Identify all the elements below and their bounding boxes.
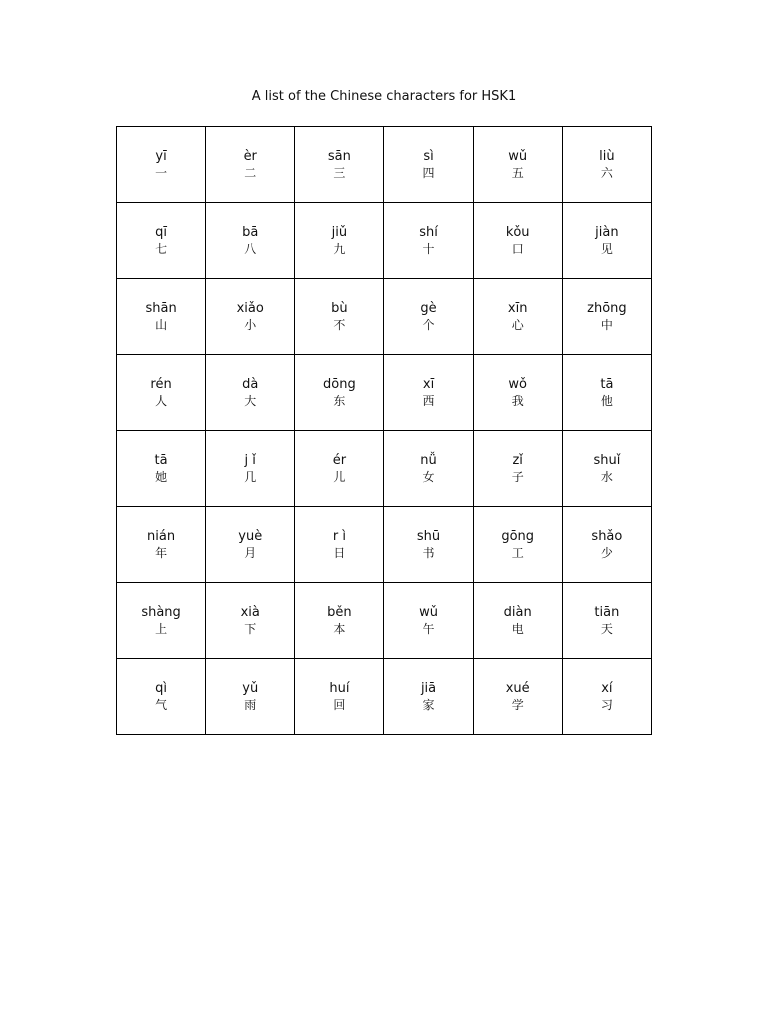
pinyin: sān: [327, 149, 351, 164]
pinyin: liù: [599, 149, 615, 164]
character-cell: [384, 127, 473, 203]
hanzi: 上: [155, 622, 168, 636]
character-cell: [562, 355, 651, 431]
pinyin: nǚ: [420, 453, 437, 468]
hanzi: 女: [422, 470, 435, 484]
hanzi: 我: [511, 394, 524, 408]
pinyin: rén: [150, 377, 172, 392]
hanzi: 五: [511, 166, 524, 180]
character-cell: [295, 431, 384, 507]
pinyin: nián: [147, 529, 176, 544]
hanzi: 东: [333, 394, 346, 408]
character-cell: [206, 583, 295, 659]
character-cell: [473, 355, 562, 431]
hanzi: 二: [244, 166, 257, 180]
hanzi: 他: [600, 394, 613, 408]
pinyin: xué: [505, 681, 530, 696]
character-cell: [384, 279, 473, 355]
pinyin: j ǐ: [244, 453, 256, 468]
table-row: [117, 431, 652, 507]
hanzi: 工: [511, 546, 524, 560]
hanzi: 一: [155, 166, 168, 180]
pinyin: shí: [419, 225, 438, 240]
character-cell: [206, 507, 295, 583]
character-cell: [117, 355, 206, 431]
hanzi: 水: [600, 470, 613, 484]
hanzi: 九: [333, 242, 346, 256]
character-cell: [295, 355, 384, 431]
hanzi: 日: [333, 546, 346, 560]
pinyin: èr: [243, 149, 257, 164]
pinyin: gè: [420, 301, 437, 316]
table-row: [117, 583, 652, 659]
character-cell: [295, 279, 384, 355]
character-cell: [117, 279, 206, 355]
pinyin: sì: [423, 149, 434, 164]
table-row: [117, 507, 652, 583]
hanzi: 西: [422, 394, 435, 408]
character-cell: [206, 279, 295, 355]
pinyin: tā: [600, 377, 614, 392]
hanzi: 气: [155, 698, 168, 712]
pinyin: ér: [332, 453, 347, 468]
hanzi: 天: [600, 622, 613, 636]
document-title: A list of the Chinese characters for HSK1: [251, 89, 517, 104]
table-row: [117, 127, 652, 203]
hanzi: 七: [155, 242, 168, 256]
character-cell: [473, 431, 562, 507]
character-cell: [295, 507, 384, 583]
hanzi: 书: [422, 546, 435, 560]
hanzi: 家: [422, 698, 435, 712]
hanzi: 十: [422, 242, 435, 256]
pinyin: xià: [240, 605, 260, 620]
character-cell: [295, 659, 384, 735]
hanzi: 个: [422, 318, 435, 332]
pinyin: gōng: [501, 529, 535, 544]
character-cell: [117, 431, 206, 507]
hanzi: 四: [422, 166, 435, 180]
pinyin: r ì: [332, 529, 346, 544]
character-cell: [384, 355, 473, 431]
hanzi: 年: [155, 546, 168, 560]
character-cell: [206, 203, 295, 279]
hanzi: 不: [333, 318, 346, 332]
pinyin: xī: [422, 377, 435, 392]
pinyin: běn: [327, 605, 352, 620]
character-cell: [117, 507, 206, 583]
hsk1-character-table: [116, 126, 652, 735]
character-cell: [117, 583, 206, 659]
character-cell: [384, 659, 473, 735]
character-cell: [473, 583, 562, 659]
hanzi: 人: [155, 394, 168, 408]
character-cell: [562, 583, 651, 659]
pinyin: wǔ: [419, 605, 438, 620]
hanzi: 午: [422, 622, 435, 636]
pinyin: qī: [155, 225, 168, 240]
character-cell: [295, 583, 384, 659]
pinyin: yuè: [238, 529, 263, 544]
character-cell: [384, 431, 473, 507]
hanzi: 见: [600, 242, 613, 256]
pinyin: huí: [329, 681, 350, 696]
pinyin: xiǎo: [236, 301, 264, 316]
pinyin: diàn: [503, 605, 532, 620]
character-cell: [473, 203, 562, 279]
hanzi: 口: [511, 242, 524, 256]
hanzi: 小: [244, 318, 257, 332]
hanzi: 电: [511, 622, 524, 636]
hanzi: 回: [333, 698, 346, 712]
pinyin: jiǔ: [331, 225, 348, 240]
character-cell: [206, 659, 295, 735]
pinyin: shān: [145, 301, 177, 316]
character-cell: [384, 203, 473, 279]
pinyin: bù: [331, 301, 348, 316]
pinyin: kǒu: [505, 225, 530, 240]
character-cell: [384, 583, 473, 659]
pinyin: shǎo: [591, 529, 623, 544]
character-cell: [117, 127, 206, 203]
pinyin: shū: [416, 529, 441, 544]
pinyin: shàng: [141, 605, 181, 620]
pinyin: bā: [242, 225, 259, 240]
pinyin: dà: [242, 377, 259, 392]
hanzi: 下: [244, 622, 257, 636]
hanzi: 雨: [244, 698, 257, 712]
pinyin: wǒ: [508, 377, 527, 392]
hanzi: 心: [511, 318, 524, 332]
pinyin: yǔ: [242, 681, 259, 696]
hanzi: 八: [244, 242, 257, 256]
character-cell: [384, 507, 473, 583]
pinyin: shuǐ: [593, 453, 621, 468]
character-cell: [206, 355, 295, 431]
character-cell: [206, 431, 295, 507]
pinyin: zǐ: [512, 453, 523, 468]
pinyin: jiàn: [595, 225, 619, 240]
character-cell: [206, 127, 295, 203]
table-row: [117, 659, 652, 735]
pinyin: zhōng: [587, 301, 627, 316]
pinyin: xīn: [507, 301, 528, 316]
character-cell: [562, 279, 651, 355]
pinyin: jiā: [420, 681, 437, 696]
character-cell: [473, 127, 562, 203]
hanzi: 中: [600, 318, 613, 332]
character-cell: [473, 279, 562, 355]
hanzi: 几: [244, 470, 257, 484]
pinyin: tā: [154, 453, 168, 468]
pinyin: dōng: [323, 377, 356, 392]
hanzi: 少: [600, 546, 613, 560]
hanzi: 山: [155, 318, 168, 332]
pinyin: yī: [155, 149, 167, 164]
table-row: [117, 355, 652, 431]
hanzi: 月: [244, 546, 257, 560]
pinyin: tiān: [594, 605, 620, 620]
hanzi: 习: [600, 698, 613, 712]
character-cell: [562, 507, 651, 583]
character-cell: [562, 127, 651, 203]
character-cell: [295, 127, 384, 203]
character-cell: [562, 203, 651, 279]
pinyin: wǔ: [508, 149, 528, 164]
character-cell: [562, 659, 651, 735]
hanzi: 儿: [333, 470, 346, 484]
hanzi: 大: [244, 394, 257, 408]
pinyin: xí: [601, 681, 613, 696]
character-cell: [473, 507, 562, 583]
character-cell: [473, 659, 562, 735]
table-row: [117, 279, 652, 355]
character-cell: [562, 431, 651, 507]
hanzi: 六: [600, 166, 613, 180]
hanzi: 三: [333, 166, 346, 180]
hanzi: 学: [511, 698, 524, 712]
character-cell: [295, 203, 384, 279]
hanzi: 子: [511, 470, 524, 484]
character-cell: [117, 659, 206, 735]
character-cell: [117, 203, 206, 279]
table-row: [117, 203, 652, 279]
hanzi: 她: [155, 470, 168, 484]
pinyin: qì: [155, 681, 168, 696]
hanzi: 本: [333, 622, 346, 636]
